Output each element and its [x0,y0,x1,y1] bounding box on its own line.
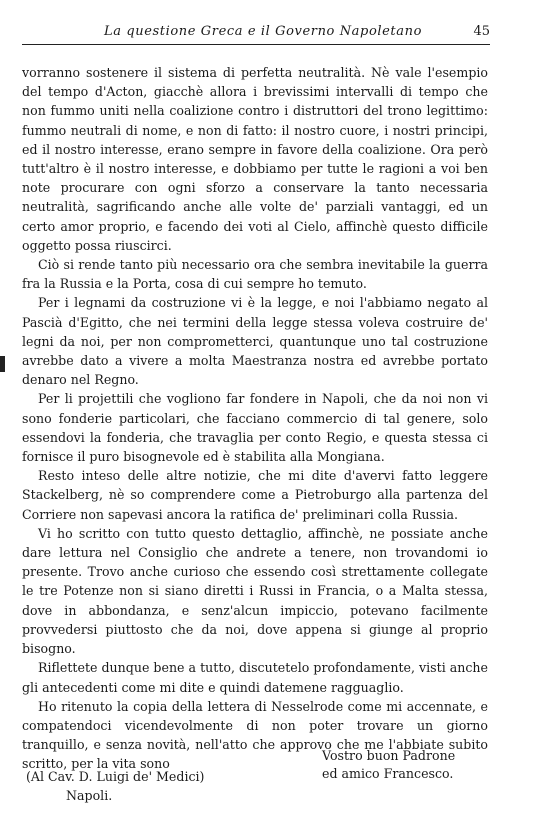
letter-closing [322,747,455,783]
margin-mark [0,356,5,372]
running-title: La questione Greca e il Governo Napoletano [104,24,423,39]
signature-line: ed amico Francesco. [322,766,454,781]
closing-line: Vostro buon Padrone [322,748,456,763]
page-number: 45 [473,24,490,39]
paragraph: Ho ritenuto la copia della lettera di Nesselrode come mi accennate, e compatendoci vicendevolmente di non poter trovare un giorno tranquillo, e senza novità, nell'atto che approvo che me l'abbiate subito scritto, per la vita sono [22,698,488,772]
recipient-name: (Al Cav. D. Luigi de' Medici) [26,769,205,784]
paragraph: Resto inteso delle altre notizie, che mi dite d'avervi fatto leggere Stackelberg, nè so comprendere come a Pietroburgo alla partenza del Corriere non sapevasi ancora la ratifica de' preliminari colla Russia. [22,468,488,522]
letter-body [22,63,488,774]
paragraph: vorranno sostenere il sistema di perfetta neutralità. Nè vale l'esempio del tempo d'Acton, giacchè allora i brevissimi intervalli di tempo che non fummo uniti nella coalizione contro i distruttori del trono legittimo: fummo neutrali di nome, e non di fatto: il nostro cuore, i nostri principi, ed il nostro interesse, erano sempre in favore della coalizione. Ora però tutt'altro è il nostro interesse, e dobbiamo per tutte le ragioni a voi ben note procurare con ogni sforzo a conservare la tanto necessaria neutralità, sagrificando anche alle volte de' parziali vantaggi, ed un certo amor proprio, e facendo dei voti al Cielo, affinchè questo difficile oggetto possa riuscirci. [22,65,488,253]
running-header [22,22,490,45]
paragraph: Per li projettili che vogliono far fondere in Napoli, che da noi non vi sono fonderie particolari, che facciano commercio di tal genere, solo essendovi la fonderia, che travaglia per conto Regio, e questa stessa ci fornisce il puro bisognevole ed è stabilita alla Mongiana. [22,391,488,465]
paragraph: Per i legnami da costruzione vi è la legge, e noi l'abbiamo negato al Pascià d'Egitto, che nei termini della legge stessa voleva costruire de' legni da noi, per non comprometterci, quantunque uno tal costruzione avrebbe dato a vivere a molta Maestranza nostra ed avrebbe portato denaro nel Regno. [22,295,488,388]
recipient-block [26,767,204,805]
paragraph: Ciò si rende tanto più necessario ora che sembra inevitabile la guerra fra la Russia e la Porta, cosa di cui sempre ho temuto. [22,257,488,292]
paragraph: Riflettete dunque bene a tutto, discutetelo profondamente, visti anche gli antecedenti come mi dite e quindi datemene ragguaglio. [22,660,488,695]
paragraph: Vi ho scritto con tutto questo dettaglio, affinchè, ne possiate anche dare lettura nel Consiglio che andrete a tenere, non trovandomi io presente. Trovo anche curioso che essendo così strettamente collegate le tre Potenze non si siano diretti i Russi in Francia, o a Malta stessa, dove in abbondanza, e senz'alcun impiccio, potevano facilmente provvedersi piuttosto che da noi, dove appena si giunge al proprio bisogno. [22,525,488,657]
recipient-city: Napoli. [66,788,113,803]
